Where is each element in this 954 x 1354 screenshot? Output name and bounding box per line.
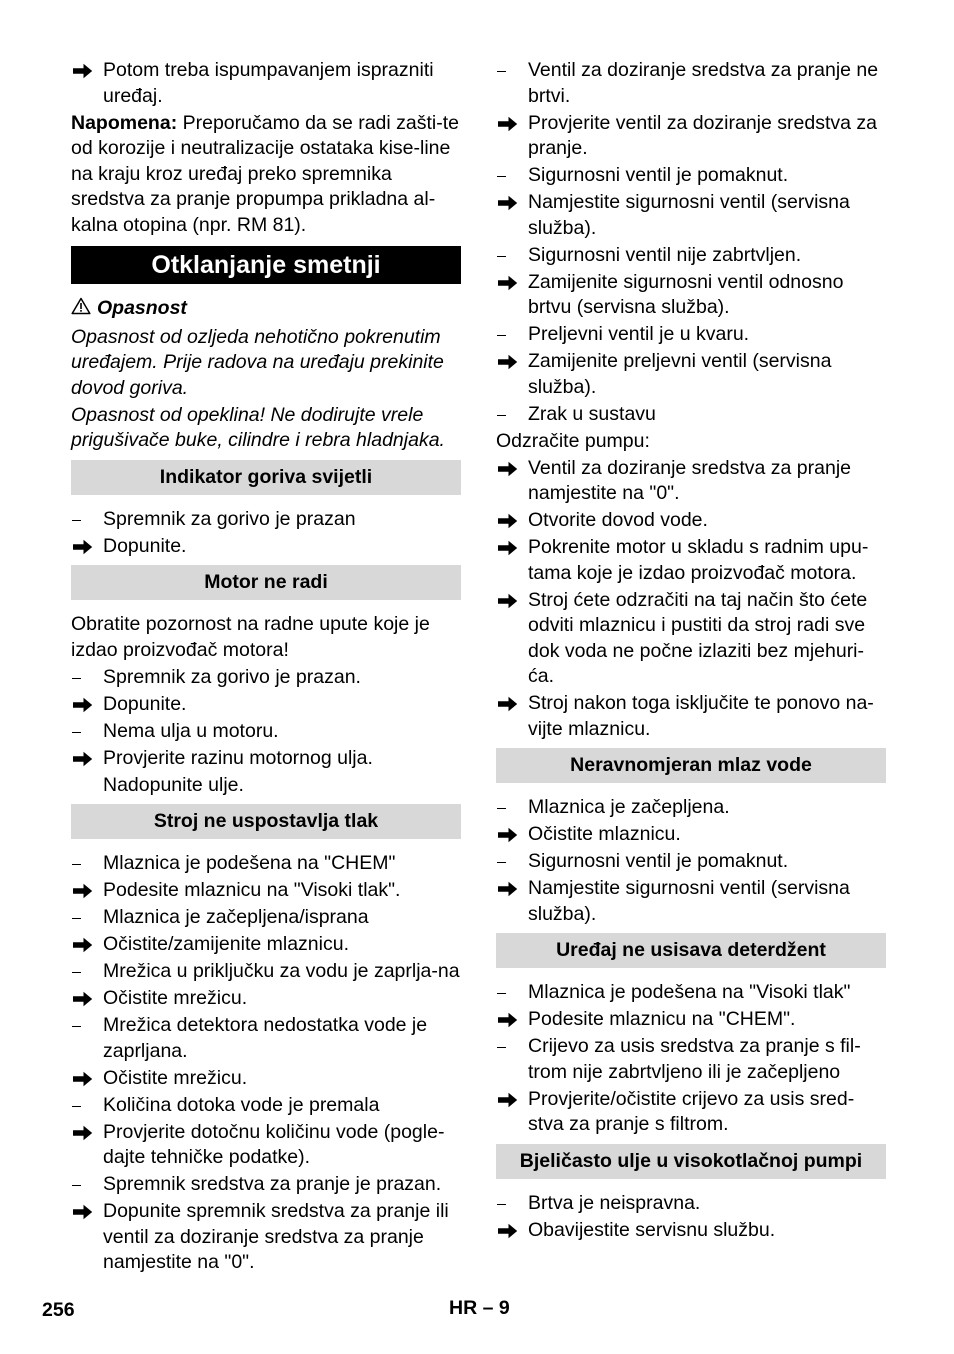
cause-item — [71, 959, 461, 985]
item-text: Pokrenite motor u skladu s radnim upu-tama koje je izdao proizvođač motora. — [528, 536, 869, 584]
item-text: Količina dotoka vode je premala — [103, 1093, 380, 1116]
warning-heading — [71, 296, 461, 322]
item-text: Otvorite dovod vode. — [528, 509, 708, 531]
cause-item — [71, 851, 461, 877]
cause-item — [496, 322, 886, 348]
jet-list — [496, 795, 886, 927]
item-text: Očistite mlaznicu. — [528, 823, 681, 845]
subheading-detergent: Uređaj ne usisava deterdžent — [496, 933, 886, 968]
footer-language-page: HR – 9 — [449, 1297, 510, 1319]
motor-list — [71, 665, 461, 799]
right-column — [496, 58, 886, 1245]
action-item — [71, 746, 461, 772]
item-text: Nema ulja u motoru. — [103, 719, 279, 742]
item-text: Provjerite dotočnu količinu vode (pogle-dajte tehničke podatke). — [103, 1120, 445, 1168]
subheading-oil: Bjeličasto ulje u visokotlačnoj pumpi — [496, 1144, 886, 1179]
item-text: Spremnik za gorivo je prazan. — [103, 665, 361, 688]
item-text: Očistite mrežicu. — [103, 1066, 248, 1089]
cause-item — [496, 795, 886, 821]
subheading-jet: Neravnomjeran mlaz vode — [496, 748, 886, 783]
item-text: Mrežica u priključku za vodu je zaprlja-na — [103, 960, 460, 982]
cause-item — [496, 1191, 886, 1217]
item-text: Preljevni ventil je u kvaru. — [528, 323, 750, 345]
page-number: 256 — [42, 1299, 75, 1321]
item-text: Spremnik sredstva za pranje je prazan. — [103, 1173, 442, 1195]
action-item — [496, 1007, 886, 1033]
item-text: Sigurnosni ventil je pomaknut. — [528, 850, 789, 872]
action-item — [496, 876, 886, 927]
item-text: Podesite mlaznicu na "CHEM". — [528, 1008, 796, 1030]
action-item — [496, 456, 886, 507]
item-text: Zamijenite preljevni ventil (servisna služba). — [528, 350, 832, 398]
item-text: Obavijestite servisnu službu. — [528, 1218, 776, 1241]
action-item — [71, 692, 461, 718]
subheading-fuel: Indikator goriva svijetli — [71, 460, 461, 495]
item-text: Očistite/zamijenite mlaznicu. — [103, 933, 349, 955]
pressure-list-continued — [496, 58, 886, 427]
item-text: Očistite mrežicu. — [103, 987, 248, 1009]
item-text: Namjestite sigurnosni ventil (servisna služba). — [528, 191, 850, 239]
action-item — [496, 535, 886, 586]
action-item — [71, 1066, 461, 1092]
item-text: Potom treba ispumpavanjem isprazniti uređaj. — [103, 59, 434, 107]
action-item — [496, 1087, 886, 1138]
item-text: Ventil za doziranje sredstva za pranje namjestite na "0". — [528, 456, 852, 504]
action-item — [71, 932, 461, 958]
cause-item — [496, 243, 886, 269]
bleed-list — [496, 456, 886, 743]
item-text: Mlaznica je začepljena. — [528, 796, 730, 818]
action-item — [496, 111, 886, 162]
item-text: Provjerite ventil za doziranje sredstva za pranje. — [528, 111, 877, 159]
item-text: Mlaznica je podešena na "Visoki tlak" — [528, 981, 851, 1003]
item-text: Crijevo za usis sredstva za pranje s fil-trom nije zabrtvljeno ili je začepljeno — [528, 1035, 861, 1083]
item-text: Sigurnosni ventil je pomaknut. — [528, 164, 789, 186]
action-item — [496, 1218, 886, 1244]
warning-text-2: Opasnost od opeklina! Ne dodirujte vrele prigušivače buke, cilindre i rebra hladnjaka. — [71, 403, 445, 451]
item-text: Podesite mlaznicu na "Visoki tlak". — [103, 879, 401, 901]
action-item — [496, 588, 886, 690]
action-item — [496, 190, 886, 241]
cause-item — [71, 665, 461, 691]
oil-list — [496, 1191, 886, 1244]
item-text: Sigurnosni ventil nije zabrtvljen. — [528, 243, 802, 266]
warning-heading-text: Opasnost — [97, 297, 187, 319]
item-text: Mlaznica je podešena na "CHEM" — [103, 852, 396, 874]
section-title: Otklanjanje smetnji — [71, 246, 461, 284]
warning-triangle-icon — [71, 297, 91, 315]
action-item — [71, 58, 461, 109]
item-text: Mlaznica je začepljena/isprana — [103, 906, 369, 928]
note-label: Napomena: — [71, 111, 178, 134]
cause-item — [71, 905, 461, 931]
cause-item — [71, 719, 461, 745]
cause-item — [496, 402, 886, 428]
action-item — [496, 270, 886, 321]
subheading-motor: Motor ne radi — [71, 565, 461, 600]
pressure-list — [71, 851, 461, 1276]
action-item — [71, 1120, 461, 1171]
item-text: Zrak u sustavu — [528, 402, 656, 425]
item-text: Namjestite sigurnosni ventil (servisna služba). — [528, 877, 850, 925]
action-item — [496, 822, 886, 848]
detergent-list — [496, 980, 886, 1138]
left-column — [71, 58, 461, 1277]
item-text: Dopunite. — [103, 692, 187, 715]
cause-item — [71, 1172, 461, 1198]
motor-intro: Obratite pozornost na radne upute koje je izdao proizvođač motora! — [71, 613, 430, 661]
cause-item — [71, 1093, 461, 1119]
item-text: Stroj nakon toga isključite te ponovo na-vijte mlaznicu. — [528, 692, 874, 740]
item-text: Ventil za doziranje sredstva za pranje ne brtvi. — [528, 59, 879, 107]
note-text: Preporučamo da se radi zašti-te od korozije i neutralizacije ostataka kise-line na kraju kroz uređaj preko spremnika sredstva za pranje propumpa prikladna al-kalna otopina (npr. RM 81). — [71, 111, 459, 236]
cause-item — [496, 163, 886, 189]
item-text: Dopunite. — [103, 534, 187, 557]
subheading-pressure: Stroj ne uspostavlja tlak — [71, 804, 461, 839]
action-item — [71, 986, 461, 1012]
action-item — [496, 349, 886, 400]
item-text: Mrežica detektora nedostatka vode je zaprljana. — [103, 1014, 428, 1062]
action-item — [71, 878, 461, 904]
fuel-list — [71, 507, 461, 560]
item-text: Spremnik za gorivo je prazan — [103, 507, 356, 530]
item-text: Provjerite razinu motornog ulja. — [103, 746, 373, 769]
warning-text-1: Opasnost od ozljeda nehotično pokrenutim uređajem. Prije radova na uređaju prekinite dovod goriva. — [71, 325, 444, 399]
action-item — [71, 1199, 461, 1276]
bleed-intro: Odzračite pumpu: — [496, 429, 650, 452]
item-text: Dopunite spremnik sredstva za pranje ili ventil za doziranje sredstva za pranje namjestite na "0". — [103, 1200, 449, 1273]
item-text: Zamijenite sigurnosni ventil odnosno brtvu (servisna služba). — [528, 270, 844, 318]
note-paragraph — [71, 111, 461, 239]
item-text: Provjerite/očistite crijevo za usis sred-stva za pranje s filtrom. — [528, 1087, 855, 1135]
action-item — [71, 534, 461, 560]
cause-item — [496, 1034, 886, 1085]
list-item — [71, 773, 461, 799]
item-text: Nadopunite ulje. — [103, 773, 244, 796]
cause-item — [71, 507, 461, 533]
item-text: Stroj ćete odzračiti na taj način što ćete odviti mlaznicu i pustiti da stroj radi sve dok voda ne počne izlaziti bez mjehuri-ća. — [528, 588, 868, 687]
cause-item — [496, 849, 886, 875]
cause-item — [496, 980, 886, 1006]
item-text: Brtva je neispravna. — [528, 1191, 701, 1214]
intro-list — [71, 58, 461, 109]
action-item — [496, 508, 886, 534]
cause-item — [496, 58, 886, 109]
action-item — [496, 691, 886, 742]
cause-item — [71, 1013, 461, 1064]
